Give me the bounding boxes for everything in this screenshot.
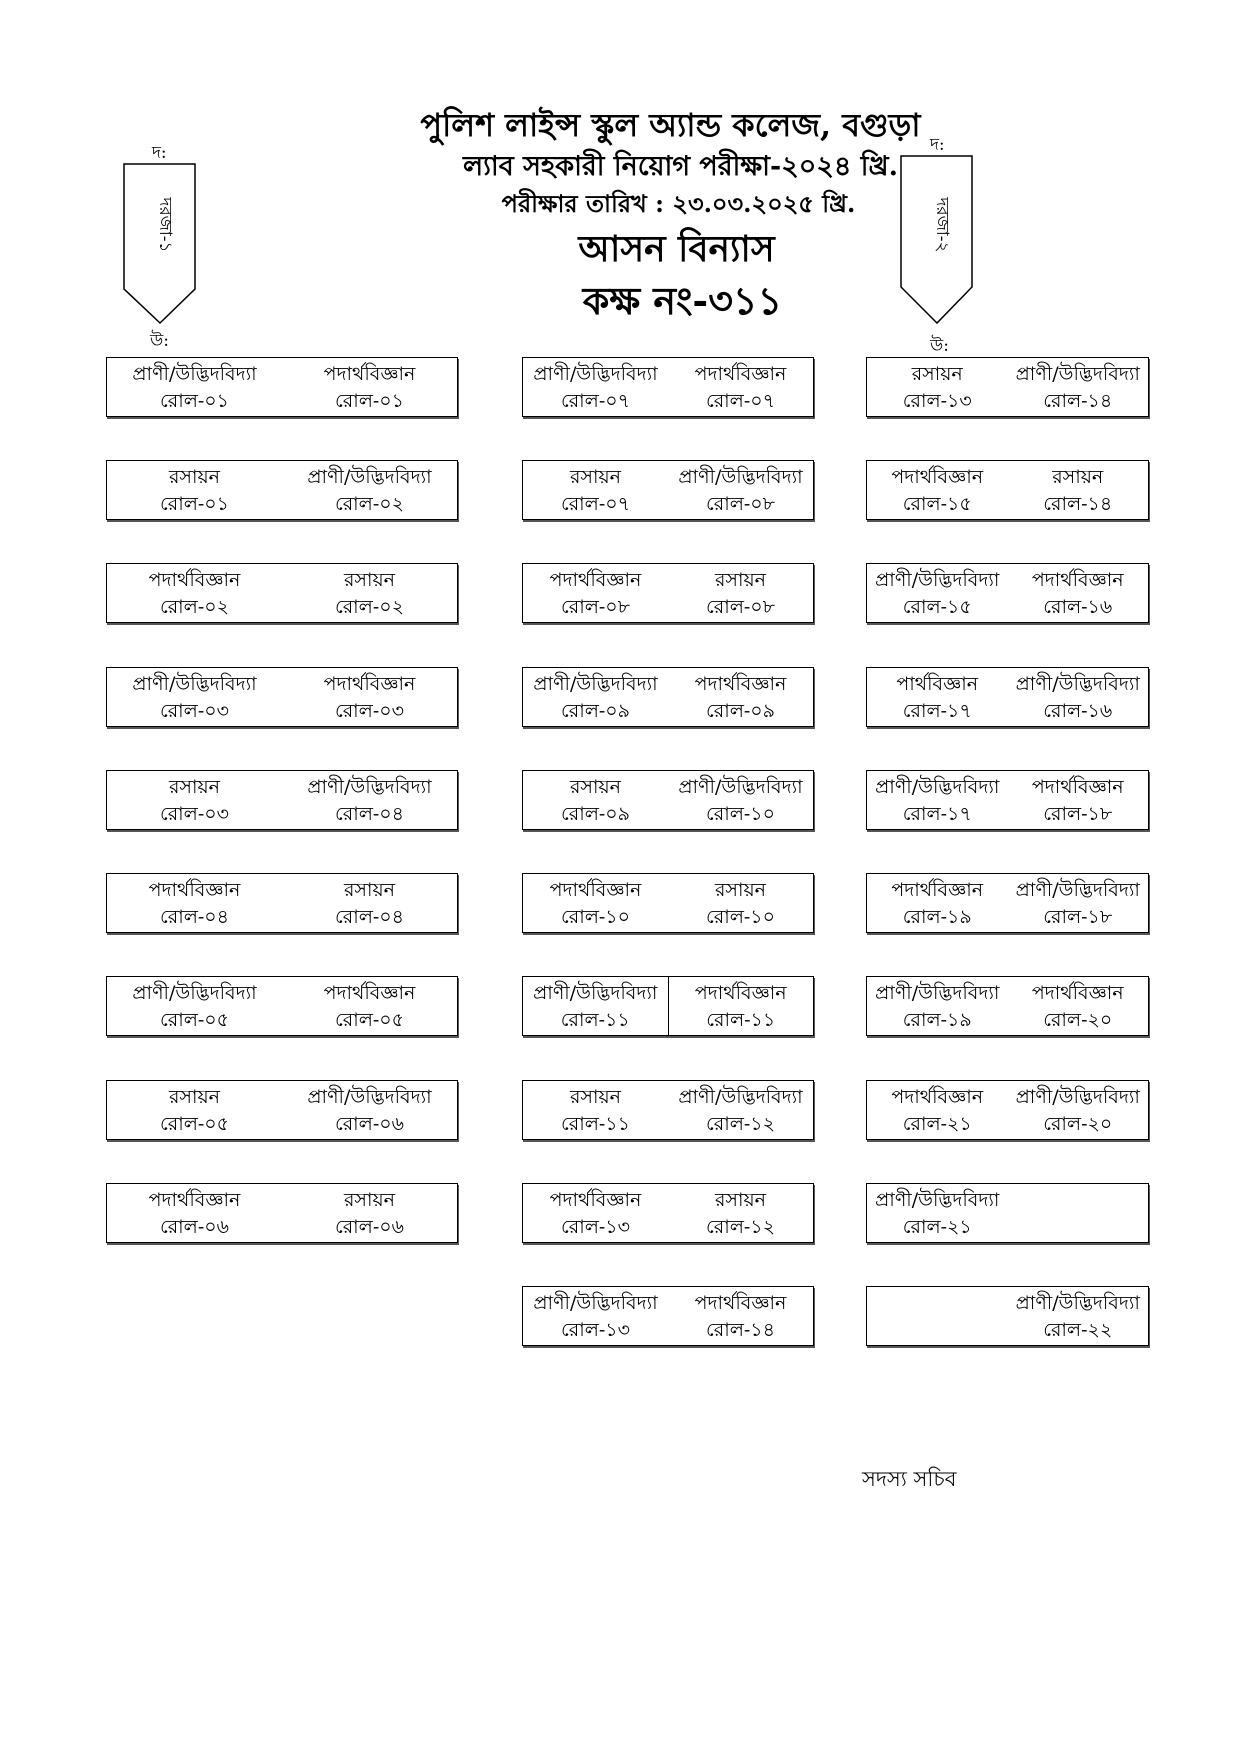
seat xyxy=(282,668,457,726)
bench xyxy=(866,1286,1149,1346)
seat-subject: পদার্থবিজ্ঞান xyxy=(1031,982,1124,1004)
seat-subject: রসায়ন xyxy=(168,466,221,488)
seat xyxy=(668,874,813,932)
seat-subject: রসায়ন xyxy=(569,1086,622,1108)
seat-subject: পদার্থবিজ্ঞান xyxy=(694,673,787,695)
seat-subject: রসায়ন xyxy=(569,776,622,798)
bench xyxy=(866,873,1149,933)
seat xyxy=(867,1287,1008,1345)
seat-subject: রসায়ন xyxy=(168,1086,221,1108)
door-2-arrow-shape xyxy=(900,155,974,325)
door-2-name: দরজা-২ xyxy=(932,197,952,253)
seat-roll: রোল-১৫ xyxy=(902,596,972,618)
seat-roll: রোল-০৯ xyxy=(561,700,630,722)
bench xyxy=(866,1080,1149,1140)
seat-subject: রসায়ন xyxy=(714,1189,767,1211)
seat-subject: প্রাণী/উদ্ভিদবিদ্যা xyxy=(307,466,432,488)
seat xyxy=(668,461,813,519)
bench xyxy=(866,460,1149,520)
seat-roll: রোল-০৫ xyxy=(160,1009,229,1031)
seat-subject: প্রাণী/উদ্ভিদবিদ্যা xyxy=(875,569,1000,591)
seat-roll: রোল-০৮ xyxy=(706,493,775,515)
seat xyxy=(1008,1081,1149,1139)
seat-roll: রোল-০৭ xyxy=(706,390,775,412)
seat-subject: পদার্থবিজ্ঞান xyxy=(148,879,241,901)
seat-roll: রোল-১৭ xyxy=(902,700,972,722)
seat xyxy=(668,564,813,622)
seat-subject: পদার্থবিজ্ঞান xyxy=(148,1189,241,1211)
seat xyxy=(282,1184,457,1242)
bench xyxy=(522,1080,814,1140)
seat-subject: পদার্থবিজ্ঞান xyxy=(694,982,787,1004)
exam-date: পরীক্ষার তারিখ : ২৩.০৩.২০২৫ খ্রি. xyxy=(501,189,856,218)
seat-roll: রোল-১৯ xyxy=(902,906,972,928)
seat xyxy=(282,358,457,416)
seat-subject: প্রাণী/উদ্ভিদবিদ্যা xyxy=(1015,1086,1140,1108)
seat xyxy=(107,564,282,622)
seat xyxy=(668,358,813,416)
seat-roll: রোল-২১ xyxy=(902,1216,972,1238)
bench xyxy=(522,667,814,727)
seat xyxy=(867,977,1008,1035)
bench xyxy=(866,357,1149,417)
seat xyxy=(282,564,457,622)
seat-subject: প্রাণী/উদ্ভিদবিদ্যা xyxy=(875,1189,1000,1211)
bench xyxy=(106,667,458,727)
seat-subject: রসায়ন xyxy=(714,879,767,901)
seat xyxy=(107,358,282,416)
seat xyxy=(867,461,1008,519)
seat xyxy=(867,1184,1008,1242)
seat xyxy=(523,1287,668,1345)
seat xyxy=(1008,977,1149,1035)
seat xyxy=(282,771,457,829)
seat xyxy=(1008,358,1149,416)
seat xyxy=(668,668,813,726)
seat-roll: রোল-০৪ xyxy=(335,803,404,825)
seat-roll: রোল-০১ xyxy=(160,390,229,412)
seat xyxy=(523,977,668,1035)
seat xyxy=(867,564,1008,622)
seat xyxy=(867,1081,1008,1139)
seat xyxy=(668,1184,813,1242)
seat-subject: রসায়ন xyxy=(343,879,396,901)
seat xyxy=(282,1081,457,1139)
seat-subject: প্রাণী/উদ্ভিদবিদ্যা xyxy=(678,466,803,488)
seat-roll: রোল-১২ xyxy=(706,1216,775,1238)
seat-subject: প্রাণী/উদ্ভিদবিদ্যা xyxy=(307,1086,432,1108)
seat xyxy=(523,771,668,829)
seat-subject: প্রাণী/উদ্ভিদবিদ্যা xyxy=(533,982,658,1004)
seat xyxy=(107,1081,282,1139)
seat-roll: রোল-২০ xyxy=(1043,1113,1113,1135)
seat-subject: প্রাণী/উদ্ভিদবিদ্যা xyxy=(875,982,1000,1004)
seat-roll: রোল-০৫ xyxy=(160,1113,229,1135)
bench xyxy=(866,667,1149,727)
seat-roll: রোল-১৮ xyxy=(1043,803,1113,825)
seat-roll: রোল-১৮ xyxy=(1043,906,1113,928)
bench xyxy=(106,976,458,1036)
seat-subject: পদার্থবিজ্ঞান xyxy=(1031,569,1124,591)
seat-roll: রোল-০৩ xyxy=(335,700,404,722)
seat xyxy=(523,874,668,932)
bench xyxy=(522,976,814,1036)
bench xyxy=(522,1286,814,1346)
seat-roll: রোল-০৬ xyxy=(160,1216,229,1238)
seat-roll: রোল-১৭ xyxy=(902,803,972,825)
bench xyxy=(522,460,814,520)
seat-roll: রোল-০৬ xyxy=(335,1113,404,1135)
seat-roll: রোল-০১ xyxy=(160,493,229,515)
seat-roll: রোল-১০ xyxy=(706,906,775,928)
seat-roll: রোল-০২ xyxy=(335,596,404,618)
seat-roll: রোল-১৩ xyxy=(561,1319,630,1341)
bench xyxy=(106,460,458,520)
seat-roll: রোল-২১ xyxy=(902,1113,972,1135)
bench xyxy=(522,1183,814,1243)
bench xyxy=(866,1183,1149,1243)
seat-roll: রোল-০৩ xyxy=(160,803,229,825)
seat-roll: রোল-১০ xyxy=(561,906,630,928)
seat-roll: রোল-১৪ xyxy=(1043,493,1113,515)
seat xyxy=(282,874,457,932)
seat xyxy=(1008,1184,1149,1242)
seat-subject: প্রাণী/উদ্ভিদবিদ্যা xyxy=(132,982,257,1004)
door-1-top-label: দ: xyxy=(152,143,167,163)
seat-subject: পদার্থবিজ্ঞান xyxy=(323,673,416,695)
seat-subject: প্রাণী/উদ্ভিদবিদ্যা xyxy=(1015,1292,1140,1314)
seat xyxy=(282,977,457,1035)
door-1-bottom-label: উ: xyxy=(150,331,169,351)
institution-title: পুলিশ লাইন্স স্কুল অ্যান্ড কলেজ, বগুড়া xyxy=(420,106,921,144)
seat-subject: প্রাণী/উদ্ভিদবিদ্যা xyxy=(678,1086,803,1108)
seat xyxy=(668,1287,813,1345)
seat xyxy=(107,874,282,932)
seat xyxy=(668,1081,813,1139)
seat-subject: প্রাণী/উদ্ভিদবিদ্যা xyxy=(132,673,257,695)
seat-roll: রোল-১৯ xyxy=(902,1009,972,1031)
seat-roll: রোল-১০ xyxy=(706,803,775,825)
seat-roll: রোল-১১ xyxy=(706,1009,776,1031)
seat-roll: রোল-১৩ xyxy=(902,390,972,412)
seat xyxy=(107,1184,282,1242)
seat-roll: রোল-০৪ xyxy=(160,906,229,928)
seat xyxy=(867,771,1008,829)
seat-subject: প্রাণী/উদ্ভিদবিদ্যা xyxy=(678,776,803,798)
seat-subject: প্রাণী/উদ্ভিদবিদ্যা xyxy=(1015,673,1140,695)
member-secretary-signature: সদস্য সচিব xyxy=(862,1467,957,1491)
bench xyxy=(106,563,458,623)
seat-subject: পদার্থবিজ্ঞান xyxy=(891,466,984,488)
seat-subject: পদার্থবিজ্ঞান xyxy=(549,1189,642,1211)
seat-subject: প্রাণী/উদ্ভিদবিদ্যা xyxy=(307,776,432,798)
seat xyxy=(1008,771,1149,829)
seat-subject: পদার্থবিজ্ঞান xyxy=(148,569,241,591)
seat-roll: রোল-২০ xyxy=(1043,1009,1113,1031)
seat xyxy=(107,977,282,1035)
seat xyxy=(523,461,668,519)
seat-subject: প্রাণী/উদ্ভিদবিদ্যা xyxy=(132,363,257,385)
seat-roll: রোল-০৮ xyxy=(561,596,630,618)
seat-roll: রোল-০৯ xyxy=(561,803,630,825)
seat xyxy=(107,461,282,519)
seat-subject: পদার্থবিজ্ঞান xyxy=(549,569,642,591)
seat xyxy=(668,977,814,1035)
seat-plan-heading: আসন বিন্যাস xyxy=(578,228,775,270)
bench xyxy=(106,1183,458,1243)
seat-roll: রোল-১১ xyxy=(561,1113,630,1135)
seat xyxy=(523,358,668,416)
seat xyxy=(1008,461,1149,519)
seat-subject: প্রাণী/উদ্ভিদবিদ্যা xyxy=(533,673,658,695)
exam-title: ল্যাব সহকারী নিয়োগ পরীক্ষা-২০২৪ খ্রি. xyxy=(462,151,899,182)
door-2-bottom-label: উ: xyxy=(930,336,949,356)
seat-subject: রসায়ন xyxy=(343,1189,396,1211)
seat-roll: রোল-১৫ xyxy=(902,493,972,515)
seat-subject: প্রাণী/উদ্ভিদবিদ্যা xyxy=(1015,363,1140,385)
seat-subject: পদার্থবিজ্ঞান xyxy=(323,982,416,1004)
seat-roll: রোল-০২ xyxy=(335,493,404,515)
seat xyxy=(1008,874,1149,932)
seat xyxy=(523,1081,668,1139)
bench xyxy=(866,563,1149,623)
seat-subject: রসায়ন xyxy=(168,776,221,798)
seat-roll: রোল-০২ xyxy=(160,596,229,618)
bench xyxy=(106,770,458,830)
seat-roll: রোল-০৭ xyxy=(561,493,630,515)
seat-roll: রোল-০৯ xyxy=(706,700,775,722)
seat-subject: পদার্থবিজ্ঞান xyxy=(549,879,642,901)
door-2-top-label: দ: xyxy=(930,135,945,155)
seat-subject: প্রাণী/উদ্ভিদবিদ্যা xyxy=(1015,879,1140,901)
seat-roll: রোল-১৬ xyxy=(1043,596,1113,618)
seat-roll: রোল-১৬ xyxy=(1043,700,1113,722)
seat xyxy=(523,564,668,622)
seat xyxy=(867,668,1008,726)
door-1-name: দরজা-১ xyxy=(155,197,175,253)
seat-subject: পদার্থবিজ্ঞান xyxy=(1031,776,1124,798)
seat-subject: রসায়ন xyxy=(569,466,622,488)
bench xyxy=(106,1080,458,1140)
seat xyxy=(867,358,1008,416)
seat-roll: রোল-১৪ xyxy=(1043,390,1113,412)
door-1-arrow-shape xyxy=(123,163,197,325)
seat-subject: রসায়ন xyxy=(343,569,396,591)
seat-roll: রোল-০৫ xyxy=(335,1009,404,1031)
seat xyxy=(668,771,813,829)
bench xyxy=(522,563,814,623)
seat-roll: রোল-০৮ xyxy=(706,596,775,618)
seat-subject: রসায়ন xyxy=(714,569,767,591)
seat-subject: পদার্থবিজ্ঞান xyxy=(694,1292,787,1314)
bench xyxy=(866,770,1149,830)
seat-roll: রোল-২২ xyxy=(1043,1319,1113,1341)
seat-roll: রোল-০৪ xyxy=(335,906,404,928)
bench xyxy=(106,873,458,933)
seat-subject: পদার্থবিজ্ঞান xyxy=(694,363,787,385)
seat-roll: রোল-১২ xyxy=(706,1113,775,1135)
seat-subject: পদার্থবিজ্ঞান xyxy=(323,363,416,385)
bench xyxy=(522,357,814,417)
bench xyxy=(522,873,814,933)
seat-subject: পদার্থবিজ্ঞান xyxy=(891,879,984,901)
seat xyxy=(1008,668,1149,726)
seat xyxy=(523,1184,668,1242)
seat-roll: রোল-০৩ xyxy=(160,700,229,722)
seat xyxy=(107,771,282,829)
room-number: কক্ষ নং-৩১১ xyxy=(582,278,783,323)
seat-subject: প্রাণী/উদ্ভিদবিদ্যা xyxy=(875,776,1000,798)
seat-subject: প্রাণী/উদ্ভিদবিদ্যা xyxy=(533,1292,658,1314)
seat xyxy=(107,668,282,726)
bench xyxy=(106,357,458,417)
seat-roll: রোল-০৭ xyxy=(561,390,630,412)
seat-roll: রোল-০৬ xyxy=(335,1216,404,1238)
seat-roll: রোল-১৩ xyxy=(561,1216,630,1238)
seat xyxy=(1008,564,1149,622)
seat-roll: রোল-০১ xyxy=(335,390,404,412)
seat xyxy=(282,461,457,519)
seat-subject: রসায়ন xyxy=(1052,466,1104,488)
seat-subject: পার্থবিজ্ঞান xyxy=(896,673,979,695)
seat-roll: রোল-১১ xyxy=(560,1009,630,1031)
bench xyxy=(866,976,1149,1036)
seat-subject: প্রাণী/উদ্ভিদবিদ্যা xyxy=(533,363,658,385)
seat-subject: পদার্থবিজ্ঞান xyxy=(891,1086,984,1108)
seat-subject: রসায়ন xyxy=(911,363,963,385)
seat-roll: রোল-১৪ xyxy=(706,1319,775,1341)
seat xyxy=(1008,1287,1149,1345)
bench xyxy=(522,770,814,830)
seat xyxy=(867,874,1008,932)
seat xyxy=(523,668,668,726)
